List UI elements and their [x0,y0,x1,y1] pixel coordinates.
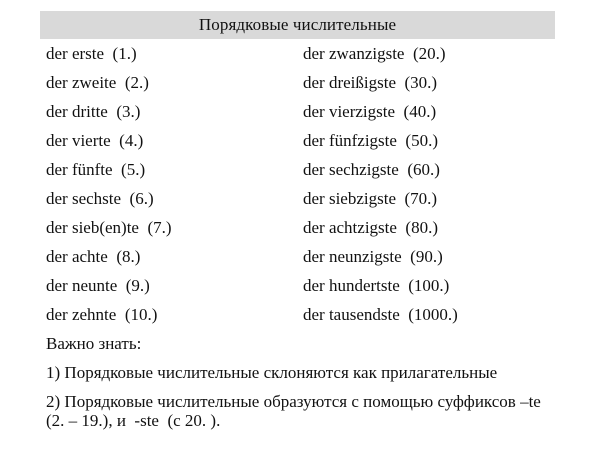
ordinal-right-8: der neunzigste (90.) [303,247,443,266]
table-title: Порядковые числительные [40,11,555,39]
notes-section [40,329,555,435]
notes-title: Важно знать: [46,334,142,353]
ordinal-table [40,39,555,329]
ordinal-left-2: der zweite (2.) [46,73,149,92]
ordinal-right-6: der siebzigste (70.) [303,189,438,208]
ordinal-left-3: der dritte (3.) [46,102,141,121]
ordinal-right-3: der vierzigste (40.) [303,102,437,121]
ordinal-left-4: der vierte (4.) [46,131,144,150]
ordinal-left-6: der sechste (6.) [46,189,154,208]
ordinal-numbers-sheet [40,11,555,435]
ordinal-left-9: der neunte (9.) [46,276,150,295]
ordinal-right-10: der tausendste (1000.) [303,305,458,324]
note-item-2: 2) Порядковые числительные образуются с помощью суффиксов –te (2. – 19.), и -ste (с 20. ). [46,392,550,430]
ordinal-right-1: der zwanzigste (20.) [303,44,446,63]
ordinal-left-8: der achte (8.) [46,247,141,266]
ordinal-right-7: der achtzigste (80.) [303,218,438,237]
ordinal-left-7: der sieb(en)te (7.) [46,218,172,237]
ordinal-right-4: der fünfzigste (50.) [303,131,439,150]
ordinal-left-1: der erste (1.) [46,44,137,63]
ordinal-right-5: der sechzigste (60.) [303,160,440,179]
ordinal-left-10: der zehnte (10.) [46,305,158,324]
ordinal-right-2: der dreißigste (30.) [303,73,438,92]
note-item-1: 1) Порядковые числительные склоняются как прилагательные [46,363,498,382]
ordinal-left-5: der fünfte (5.) [46,160,146,179]
ordinal-right-9: der hundertste (100.) [303,276,450,295]
